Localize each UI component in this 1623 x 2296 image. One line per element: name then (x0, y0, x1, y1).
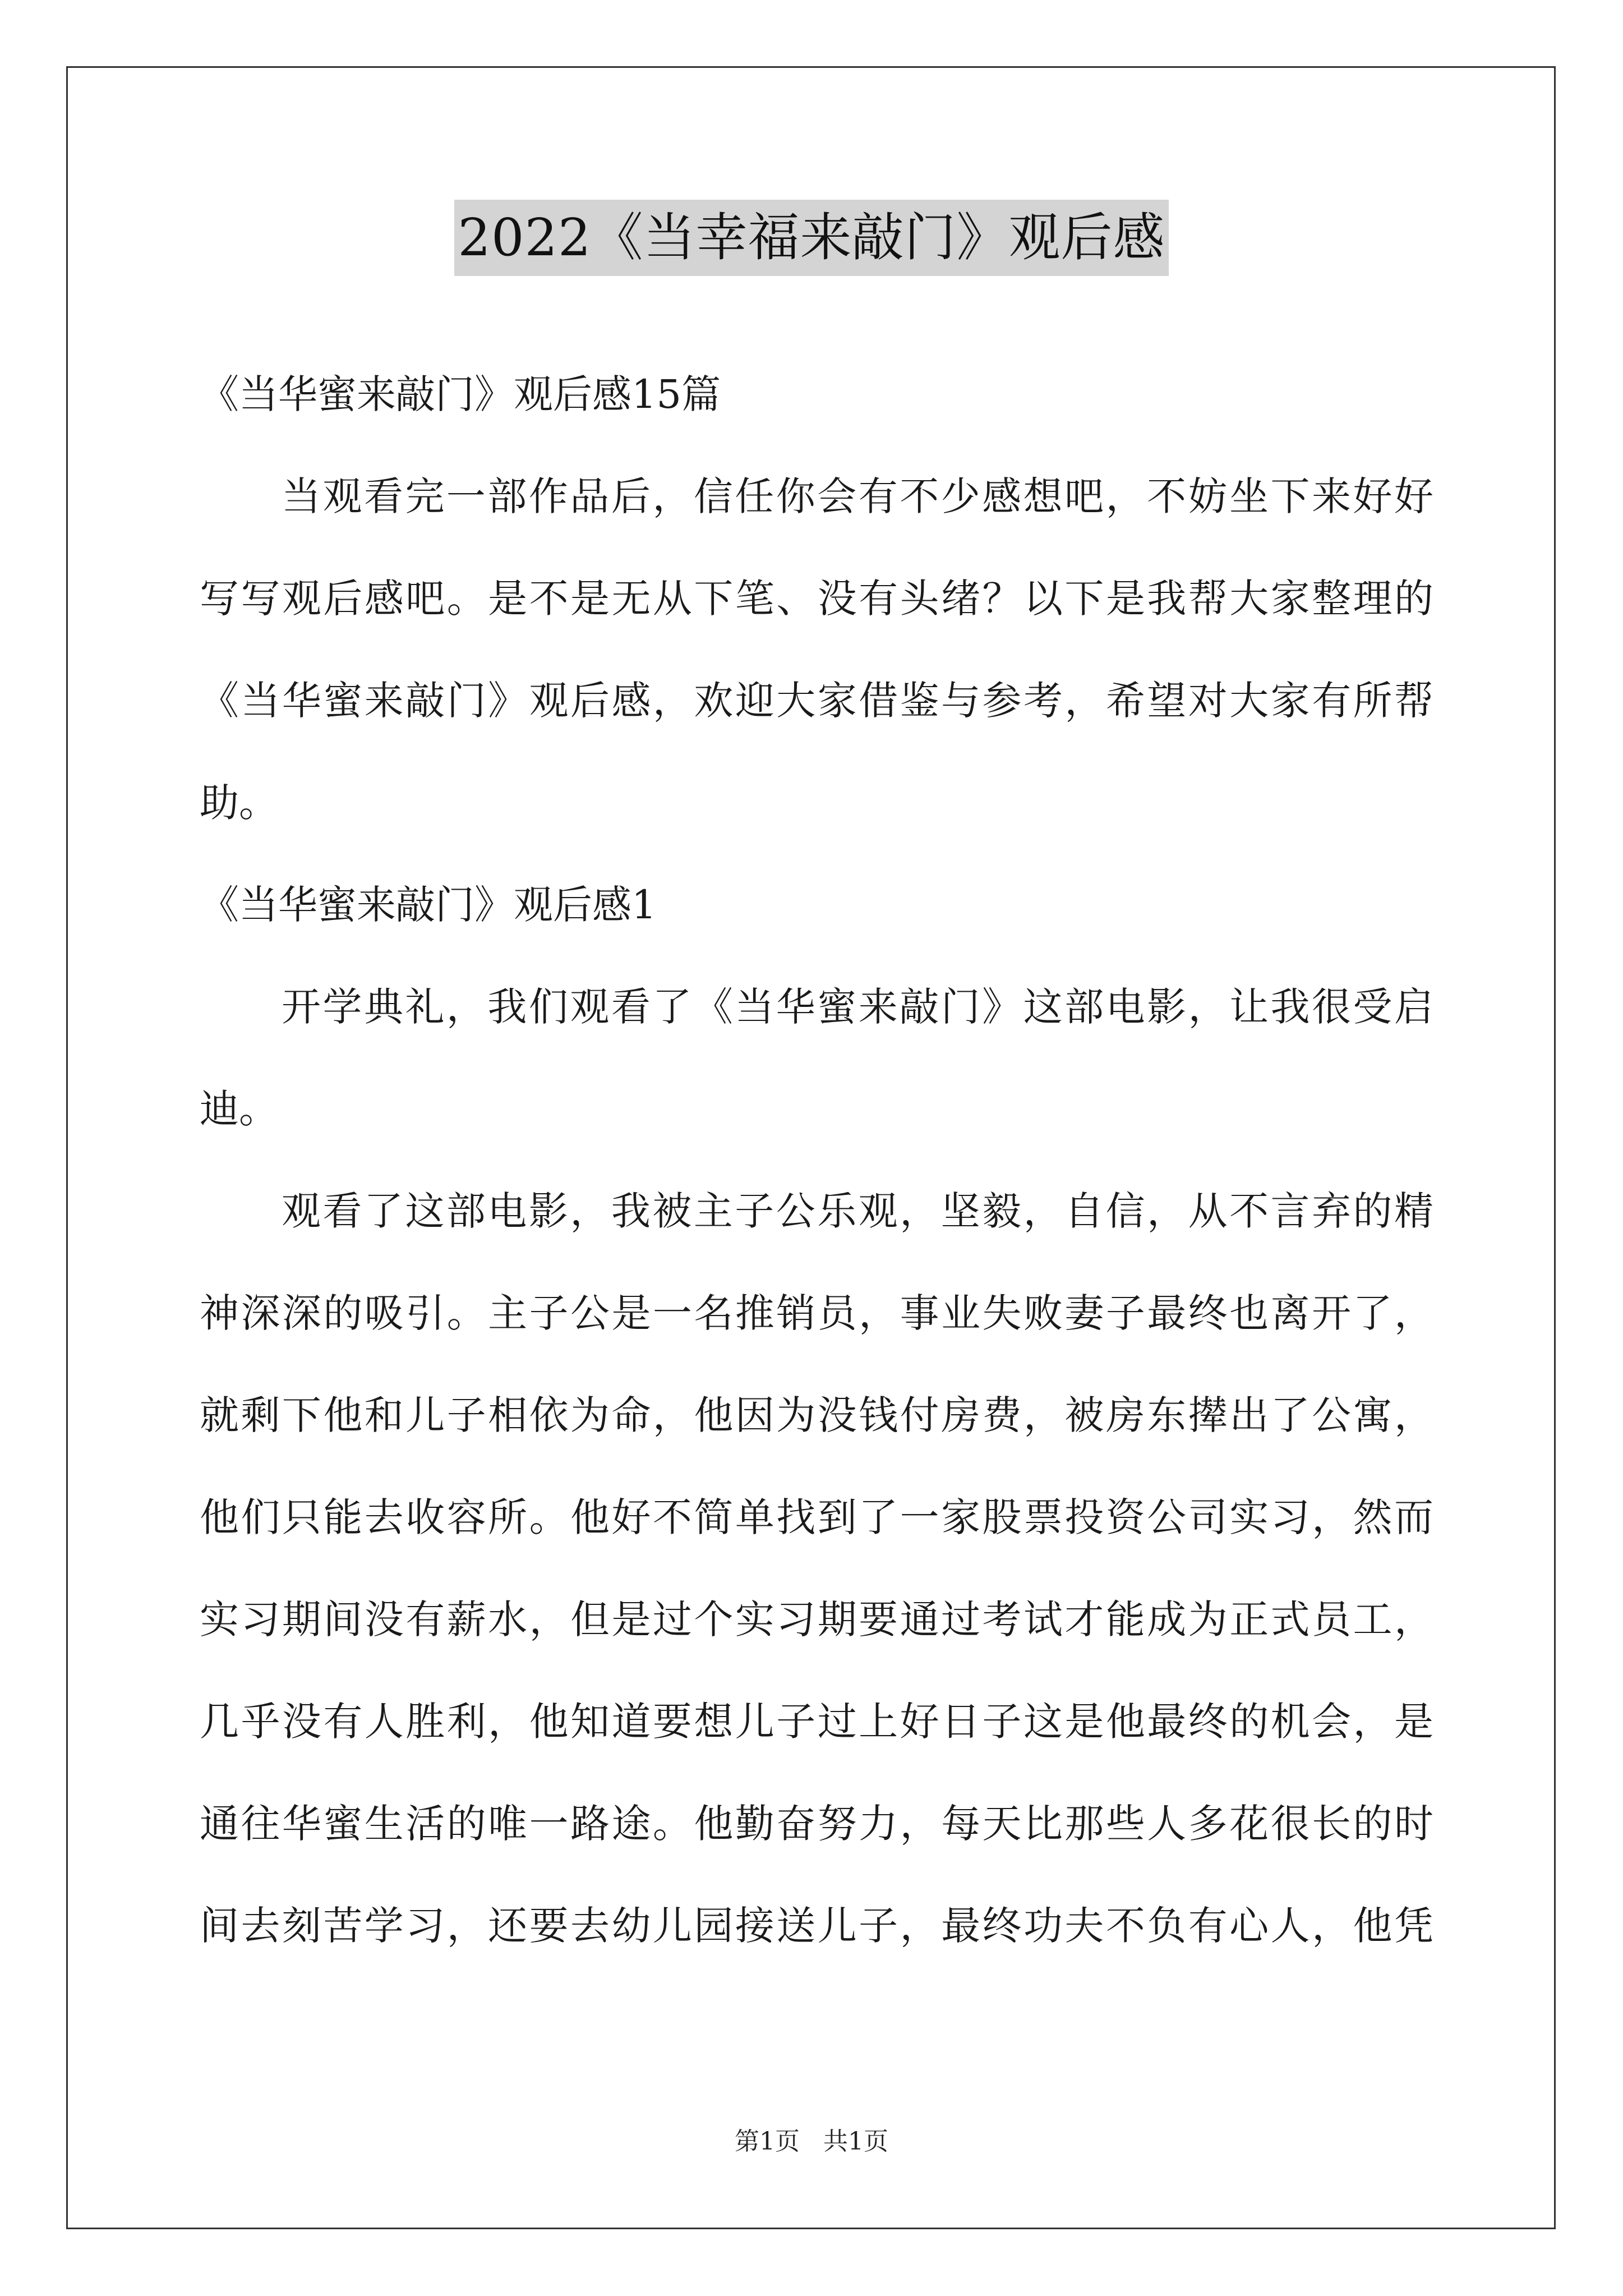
text-line: 《当华蜜来敲门》观后感15篇 (200, 371, 721, 417)
title-container (0, 200, 1623, 276)
text-line: 几乎没有人胜利，他知道要想儿子过上好日子这是他最终的机会，是 (200, 1699, 1433, 1745)
text-line: 通往华蜜生活的唯一路途。他勤奋努力，每天比那些人多花很长的时 (200, 1801, 1433, 1847)
document-body (200, 343, 1433, 1977)
text-line: 他们只能去收容所。他好不简单找到了一家股票投资公司实习，然而 (200, 1494, 1433, 1540)
text-line: 实习期间没有薪水，但是过个实习期要通过考试才能成为正式员工， (200, 1596, 1433, 1642)
text-line: 助。 (200, 780, 278, 826)
text-line: 神深深的吸引。主子公是一名推销员，事业失败妻子最终也离开了， (200, 1290, 1433, 1336)
text-line: 开学典礼，我们观看了《当华蜜来敲门》这部电影，让我很受启 (282, 984, 1433, 1030)
text-line: 《当华蜜来敲门》观后感，欢迎大家借鉴与参考，希望对大家有所帮 (200, 678, 1433, 724)
text-line: 观看了这部电影，我被主子公乐观，坚毅，自信，从不言弃的精 (282, 1188, 1433, 1234)
text-line: 当观看完一部作品后，信任你会有不少感想吧，不妨坐下来好好 (282, 473, 1433, 519)
text-line: 间去刻苦学习，还要去幼儿园接送儿子，最终功夫不负有心人，他凭 (200, 1903, 1433, 1949)
text-line: 就剩下他和儿子相依为命，他因为没钱付房费，被房东撵出了公寓， (200, 1392, 1433, 1438)
text-line: 迪。 (200, 1086, 278, 1132)
text-line: 《当华蜜来敲门》观后感1 (200, 882, 657, 928)
text-line: 写写观后感吧。是不是无从下笔、没有头绪？以下是我帮大家整理的 (200, 576, 1433, 622)
document-title: 2022《当幸福来敲门》观后感 (454, 200, 1168, 276)
page-footer: 第1页 共1页 (735, 2127, 888, 2156)
